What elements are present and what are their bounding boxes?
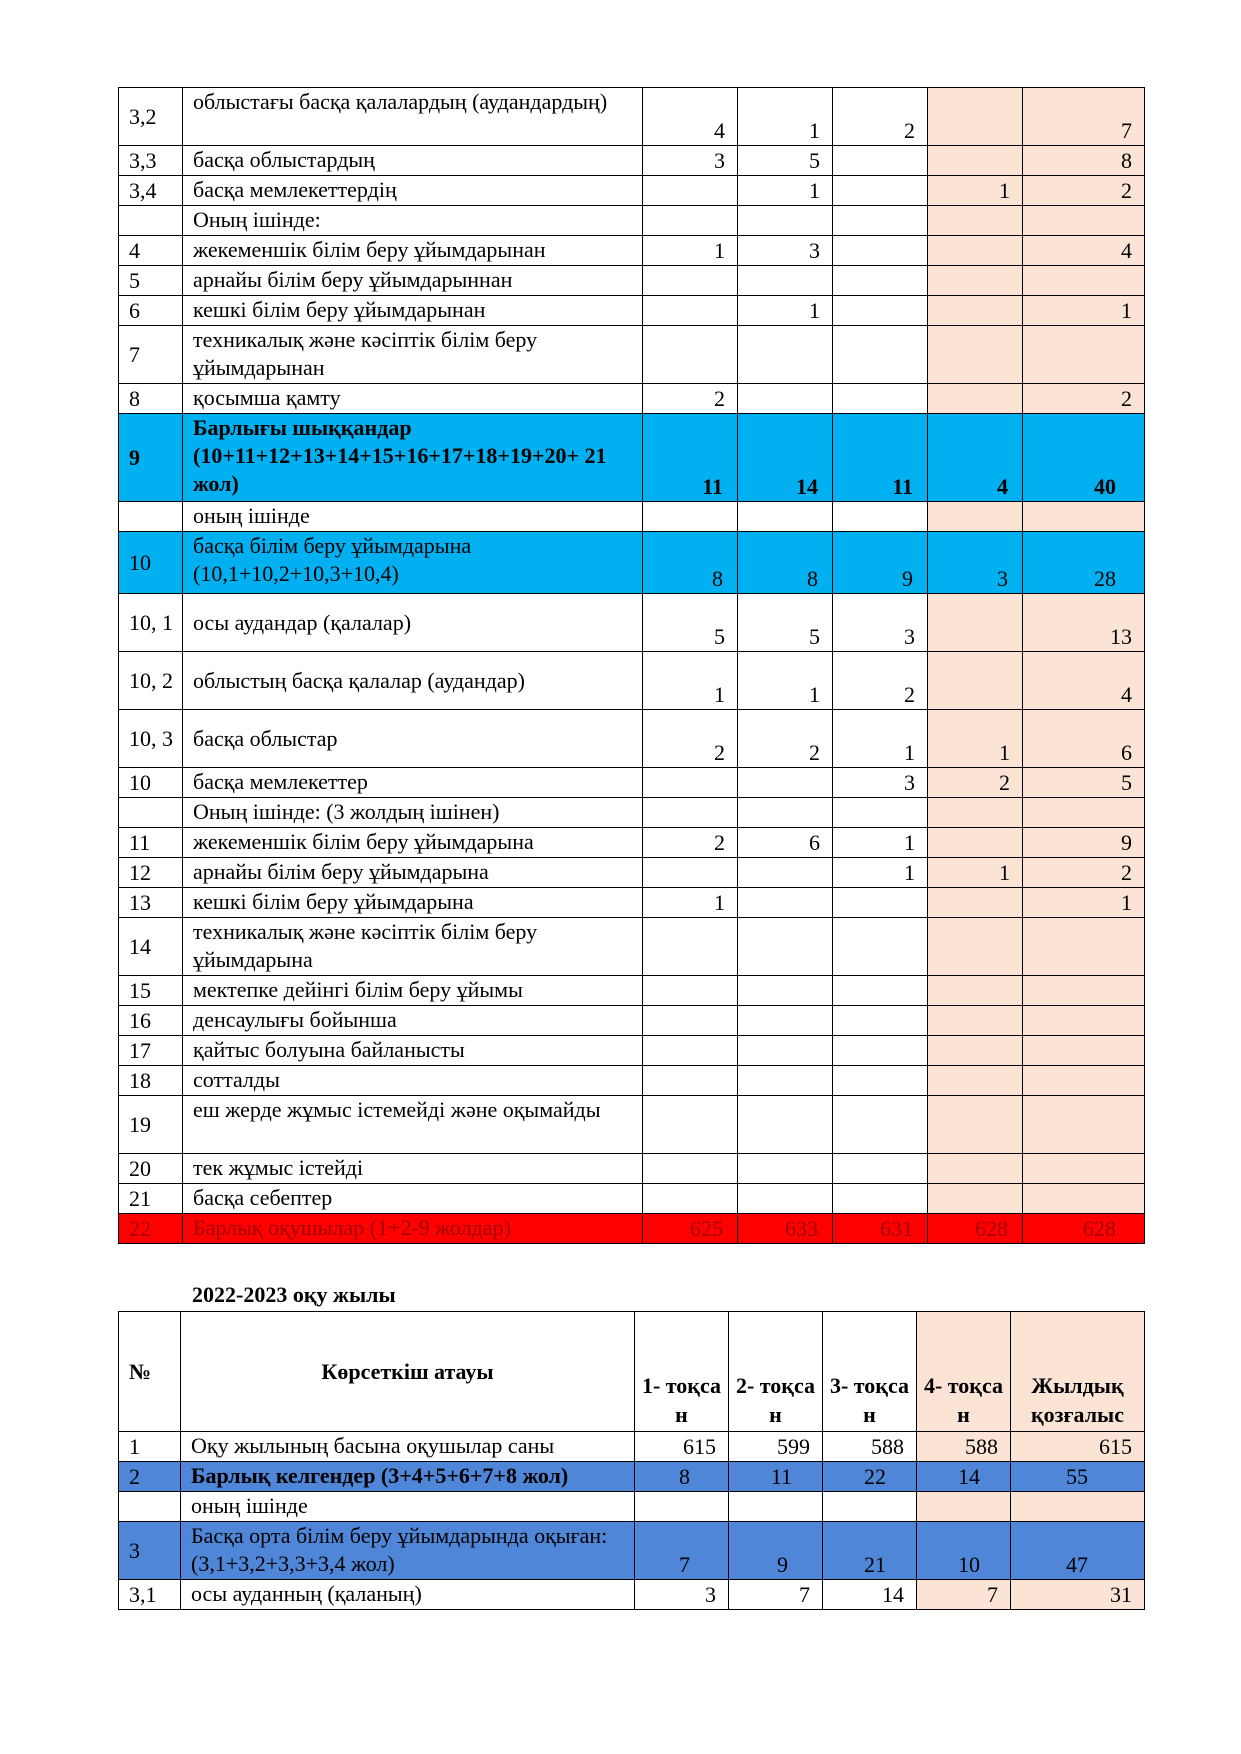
row-label: кешкі білім беру ұйымдарына bbox=[183, 888, 643, 918]
row-label: Барлығы шыққандар (10+11+12+13+14+15+16+17+18+19+20+ 21 жол) bbox=[183, 414, 643, 502]
table-row bbox=[119, 1580, 1145, 1610]
cell-year bbox=[1023, 1096, 1145, 1154]
cell-year: 2 bbox=[1023, 858, 1145, 888]
cell-year bbox=[1023, 798, 1145, 828]
cell-year bbox=[1023, 1154, 1145, 1184]
cell-q2 bbox=[738, 1066, 833, 1096]
row-number: 10 bbox=[119, 768, 183, 798]
cell-q1: 625 bbox=[643, 1214, 738, 1244]
table-row bbox=[119, 146, 1145, 176]
table-row bbox=[119, 296, 1145, 326]
table-row bbox=[119, 176, 1145, 206]
cell-q1: 615 bbox=[635, 1432, 729, 1462]
cell-q2 bbox=[738, 266, 833, 296]
table-row bbox=[119, 888, 1145, 918]
cell-q1: 4 bbox=[643, 88, 738, 146]
table-row bbox=[119, 236, 1145, 266]
cell-q1 bbox=[643, 326, 738, 384]
table-row bbox=[119, 326, 1145, 384]
cell-year: 31 bbox=[1011, 1580, 1145, 1610]
table-row bbox=[119, 1492, 1145, 1522]
cell-year bbox=[1023, 1066, 1145, 1096]
row-label: Оның ішінде: (3 жолдың ішінен) bbox=[183, 798, 643, 828]
row-label: басқа себептер bbox=[183, 1184, 643, 1214]
cell-q2: 8 bbox=[738, 532, 833, 594]
row-label: облыстың басқа қалалар (аудандар) bbox=[183, 652, 643, 710]
row-label: оның ішінде bbox=[181, 1492, 635, 1522]
cell-year bbox=[1023, 1036, 1145, 1066]
cell-year: 55 bbox=[1011, 1462, 1145, 1492]
cell-q3 bbox=[833, 296, 928, 326]
cell-q2: 5 bbox=[738, 146, 833, 176]
row-label: басқа облыстар bbox=[183, 710, 643, 768]
row-label: тек жұмыс істейді bbox=[183, 1154, 643, 1184]
row-number: 5 bbox=[119, 266, 183, 296]
cell-year: 628 bbox=[1023, 1214, 1145, 1244]
cell-q2 bbox=[738, 384, 833, 414]
cell-q1: 7 bbox=[635, 1522, 729, 1580]
cell-q1 bbox=[643, 858, 738, 888]
row-label: басқа облыстардың bbox=[183, 146, 643, 176]
row-label: осы ауданның (қаланың) bbox=[181, 1580, 635, 1610]
cell-year bbox=[1023, 206, 1145, 236]
row-number: 21 bbox=[119, 1184, 183, 1214]
cell-q1: 2 bbox=[643, 710, 738, 768]
cell-q4: 4 bbox=[928, 414, 1023, 502]
cell-year: 4 bbox=[1023, 652, 1145, 710]
cell-q1 bbox=[643, 1036, 738, 1066]
cell-q2 bbox=[738, 1154, 833, 1184]
cell-q3 bbox=[833, 976, 928, 1006]
cell-q2: 2 bbox=[738, 710, 833, 768]
table-header-row bbox=[119, 1312, 1145, 1432]
row-number: 6 bbox=[119, 296, 183, 326]
cell-year: 9 bbox=[1023, 828, 1145, 858]
row-label: қосымша қамту bbox=[183, 384, 643, 414]
cell-year bbox=[1023, 976, 1145, 1006]
table-row bbox=[119, 502, 1145, 532]
table-row bbox=[119, 858, 1145, 888]
row-number bbox=[119, 798, 183, 828]
table-row bbox=[119, 1066, 1145, 1096]
cell-year: 615 bbox=[1011, 1432, 1145, 1462]
cell-year: 47 bbox=[1011, 1522, 1145, 1580]
cell-year: 28 bbox=[1023, 532, 1145, 594]
cell-q2: 11 bbox=[729, 1462, 823, 1492]
cell-q2: 633 bbox=[738, 1214, 833, 1244]
cell-q2: 599 bbox=[729, 1432, 823, 1462]
cell-q2 bbox=[738, 768, 833, 798]
row-number: 16 bbox=[119, 1006, 183, 1036]
row-label: Барлық оқушылар (1+2-9 жолдар) bbox=[183, 1214, 643, 1244]
row-label: осы аудандар (қалалар) bbox=[183, 594, 643, 652]
cell-q1 bbox=[635, 1492, 729, 1522]
cell-q4 bbox=[928, 236, 1023, 266]
row-number: 2 bbox=[119, 1462, 181, 1492]
table-row bbox=[119, 1036, 1145, 1066]
row-number: 3 bbox=[119, 1522, 181, 1580]
cell-q1 bbox=[643, 1066, 738, 1096]
cell-q3 bbox=[833, 1006, 928, 1036]
cell-q1 bbox=[643, 976, 738, 1006]
cell-q4 bbox=[928, 88, 1023, 146]
cell-q4 bbox=[928, 594, 1023, 652]
row-number bbox=[119, 502, 183, 532]
cell-q4: 628 bbox=[928, 1214, 1023, 1244]
cell-q1: 2 bbox=[643, 828, 738, 858]
cell-q1 bbox=[643, 1096, 738, 1154]
cell-q4 bbox=[928, 888, 1023, 918]
table-row bbox=[119, 594, 1145, 652]
cell-q1 bbox=[643, 918, 738, 976]
cell-q4 bbox=[928, 652, 1023, 710]
row-label: техникалық және кәсіптік білім беру ұйымдарына bbox=[183, 918, 643, 976]
cell-q2: 6 bbox=[738, 828, 833, 858]
cell-q3: 1 bbox=[833, 710, 928, 768]
table-row bbox=[119, 652, 1145, 710]
cell-q3: 14 bbox=[823, 1580, 917, 1610]
table-row bbox=[119, 976, 1145, 1006]
row-number: 3,3 bbox=[119, 146, 183, 176]
cell-year: 5 bbox=[1023, 768, 1145, 798]
cell-q3 bbox=[833, 206, 928, 236]
table-row bbox=[119, 710, 1145, 768]
cell-q2 bbox=[738, 858, 833, 888]
header-quarter-1: 1- тоқса н bbox=[635, 1312, 729, 1432]
cell-q3 bbox=[833, 146, 928, 176]
cell-q3 bbox=[833, 236, 928, 266]
cell-q4: 1 bbox=[928, 176, 1023, 206]
cell-q1: 2 bbox=[643, 384, 738, 414]
cell-q1: 11 bbox=[643, 414, 738, 502]
row-number: 18 bbox=[119, 1066, 183, 1096]
cell-q3: 3 bbox=[833, 768, 928, 798]
cell-q2: 1 bbox=[738, 652, 833, 710]
cell-q4: 3 bbox=[928, 532, 1023, 594]
cell-q3 bbox=[833, 326, 928, 384]
cell-year: 7 bbox=[1023, 88, 1145, 146]
table-row bbox=[119, 1184, 1145, 1214]
table-continuation-body bbox=[119, 88, 1145, 1244]
header-quarter-2: 2- тоқса н bbox=[729, 1312, 823, 1432]
cell-year: 40 bbox=[1023, 414, 1145, 502]
cell-q4 bbox=[928, 326, 1023, 384]
table-row bbox=[119, 206, 1145, 236]
row-label: сотталды bbox=[183, 1066, 643, 1096]
cell-q1 bbox=[643, 768, 738, 798]
cell-q2 bbox=[729, 1492, 823, 1522]
cell-q1: 1 bbox=[643, 888, 738, 918]
row-number: 20 bbox=[119, 1154, 183, 1184]
header-indicator-name: Көрсеткіш атауы bbox=[181, 1312, 635, 1432]
cell-q1 bbox=[643, 1184, 738, 1214]
row-label: жекеменшік білім беру ұйымдарынан bbox=[183, 236, 643, 266]
cell-q4 bbox=[928, 1066, 1023, 1096]
row-label: денсаулығы бойынша bbox=[183, 1006, 643, 1036]
cell-year: 1 bbox=[1023, 296, 1145, 326]
cell-year: 2 bbox=[1023, 384, 1145, 414]
cell-q3 bbox=[833, 888, 928, 918]
cell-q1: 8 bbox=[635, 1462, 729, 1492]
cell-q2 bbox=[738, 1006, 833, 1036]
cell-year bbox=[1023, 502, 1145, 532]
cell-q4 bbox=[928, 828, 1023, 858]
row-number bbox=[119, 206, 183, 236]
cell-q3 bbox=[833, 176, 928, 206]
row-label: Барлық келгендер (3+4+5+6+7+8 жол) bbox=[181, 1462, 635, 1492]
row-label: арнайы білім беру ұйымдарына bbox=[183, 858, 643, 888]
row-number: 3,4 bbox=[119, 176, 183, 206]
section-caption: 2022-2023 оқу жылы bbox=[192, 1282, 396, 1307]
cell-q4 bbox=[928, 146, 1023, 176]
row-number: 17 bbox=[119, 1036, 183, 1066]
row-number: 10, 1 bbox=[119, 594, 183, 652]
row-number: 13 bbox=[119, 888, 183, 918]
table-row bbox=[119, 918, 1145, 976]
table-row-total-students bbox=[119, 1214, 1145, 1244]
cell-q3 bbox=[833, 1036, 928, 1066]
cell-year bbox=[1023, 1006, 1145, 1036]
cell-q2: 3 bbox=[738, 236, 833, 266]
cell-q3: 2 bbox=[833, 88, 928, 146]
cell-q3: 3 bbox=[833, 594, 928, 652]
cell-q3 bbox=[833, 384, 928, 414]
cell-q4 bbox=[928, 1036, 1023, 1066]
cell-q3 bbox=[833, 1184, 928, 1214]
table-row bbox=[119, 384, 1145, 414]
row-number: 19 bbox=[119, 1096, 183, 1154]
row-number: 10, 3 bbox=[119, 710, 183, 768]
header-quarter-4: 4- тоқса н bbox=[917, 1312, 1011, 1432]
row-label: Оның ішінде: bbox=[183, 206, 643, 236]
cell-q2 bbox=[738, 918, 833, 976]
table-row bbox=[119, 768, 1145, 798]
table-row bbox=[119, 266, 1145, 296]
table-2022-2023 bbox=[118, 1311, 1145, 1610]
cell-q4: 10 bbox=[917, 1522, 1011, 1580]
row-label: облыстағы басқа қалалардың (аудандардың) bbox=[183, 88, 643, 146]
cell-year: 1 bbox=[1023, 888, 1145, 918]
table-continuation bbox=[118, 87, 1145, 1244]
row-label: жекеменшік білім беру ұйымдарына bbox=[183, 828, 643, 858]
cell-q4 bbox=[928, 384, 1023, 414]
cell-q3 bbox=[833, 1154, 928, 1184]
cell-q1: 3 bbox=[635, 1580, 729, 1610]
cell-q4: 2 bbox=[928, 768, 1023, 798]
cell-q2 bbox=[738, 798, 833, 828]
cell-q2 bbox=[738, 1184, 833, 1214]
cell-q1: 3 bbox=[643, 146, 738, 176]
row-number: 15 bbox=[119, 976, 183, 1006]
cell-q2 bbox=[738, 1096, 833, 1154]
cell-q4 bbox=[928, 1096, 1023, 1154]
table-row bbox=[119, 798, 1145, 828]
row-number bbox=[119, 1492, 181, 1522]
cell-q4 bbox=[928, 296, 1023, 326]
cell-q3: 22 bbox=[823, 1462, 917, 1492]
cell-year: 2 bbox=[1023, 176, 1145, 206]
cell-q1 bbox=[643, 1006, 738, 1036]
row-label: басқа білім беру ұйымдарына (10,1+10,2+10,3+10,4) bbox=[183, 532, 643, 594]
cell-year bbox=[1023, 1184, 1145, 1214]
cell-q2: 1 bbox=[738, 296, 833, 326]
header-number: № bbox=[119, 1312, 181, 1432]
row-label: Басқа орта білім беру ұйымдарында оқыған: (3,1+3,2+3,3+3,4 жол) bbox=[181, 1522, 635, 1580]
cell-year: 8 bbox=[1023, 146, 1145, 176]
cell-q4 bbox=[928, 1184, 1023, 1214]
cell-q1 bbox=[643, 798, 738, 828]
cell-q4: 1 bbox=[928, 858, 1023, 888]
row-number: 1 bbox=[119, 1432, 181, 1462]
cell-year bbox=[1023, 918, 1145, 976]
cell-q1 bbox=[643, 206, 738, 236]
row-label: еш жерде жұмыс істемейді және оқымайды bbox=[183, 1096, 643, 1154]
cell-q3 bbox=[823, 1492, 917, 1522]
row-number: 3,1 bbox=[119, 1580, 181, 1610]
row-label: қайтыс болуына байланысты bbox=[183, 1036, 643, 1066]
row-number: 10, 2 bbox=[119, 652, 183, 710]
row-number: 11 bbox=[119, 828, 183, 858]
cell-q3: 1 bbox=[833, 828, 928, 858]
cell-year bbox=[1023, 326, 1145, 384]
cell-q2 bbox=[738, 1036, 833, 1066]
table-row-other-schools bbox=[119, 1522, 1145, 1580]
cell-q2 bbox=[738, 976, 833, 1006]
cell-q4 bbox=[928, 1154, 1023, 1184]
cell-year: 6 bbox=[1023, 710, 1145, 768]
table-row bbox=[119, 1154, 1145, 1184]
row-label: мектепке дейінгі білім беру ұйымы bbox=[183, 976, 643, 1006]
cell-q3 bbox=[833, 798, 928, 828]
header-quarter-3: 3- тоқса н bbox=[823, 1312, 917, 1432]
cell-q1 bbox=[643, 176, 738, 206]
cell-q1 bbox=[643, 502, 738, 532]
row-number: 14 bbox=[119, 918, 183, 976]
cell-year: 13 bbox=[1023, 594, 1145, 652]
cell-q3 bbox=[833, 1096, 928, 1154]
row-number: 22 bbox=[119, 1214, 183, 1244]
cell-q2: 14 bbox=[738, 414, 833, 502]
cell-q4 bbox=[928, 502, 1023, 532]
cell-q3 bbox=[833, 918, 928, 976]
cell-q4: 7 bbox=[917, 1580, 1011, 1610]
cell-q4 bbox=[928, 798, 1023, 828]
row-label: Оқу жылының басына оқушылар саны bbox=[181, 1432, 635, 1462]
cell-q3 bbox=[833, 1066, 928, 1096]
row-number: 10 bbox=[119, 532, 183, 594]
cell-q4 bbox=[928, 918, 1023, 976]
cell-q1: 5 bbox=[643, 594, 738, 652]
cell-q4: 588 bbox=[917, 1432, 1011, 1462]
table-row bbox=[119, 1006, 1145, 1036]
table-row bbox=[119, 1096, 1145, 1154]
cell-q3: 9 bbox=[833, 532, 928, 594]
cell-q3 bbox=[833, 502, 928, 532]
cell-q2 bbox=[738, 206, 833, 236]
row-label: оның ішінде bbox=[183, 502, 643, 532]
row-number: 8 bbox=[119, 384, 183, 414]
cell-q2 bbox=[738, 502, 833, 532]
cell-q3: 21 bbox=[823, 1522, 917, 1580]
cell-q4 bbox=[928, 1006, 1023, 1036]
header-annual-movement: Жылдық қозғалыс bbox=[1011, 1312, 1145, 1432]
row-number: 9 bbox=[119, 414, 183, 502]
cell-q2: 1 bbox=[738, 176, 833, 206]
table-row-other-orgs bbox=[119, 532, 1145, 594]
cell-q2: 5 bbox=[738, 594, 833, 652]
cell-q1 bbox=[643, 266, 738, 296]
cell-q4: 14 bbox=[917, 1462, 1011, 1492]
row-number: 7 bbox=[119, 326, 183, 384]
cell-q4 bbox=[917, 1492, 1011, 1522]
cell-q2 bbox=[738, 326, 833, 384]
row-label: басқа мемлекеттер bbox=[183, 768, 643, 798]
cell-q1: 1 bbox=[643, 652, 738, 710]
cell-q4 bbox=[928, 976, 1023, 1006]
cell-q4 bbox=[928, 206, 1023, 236]
row-number: 3,2 bbox=[119, 88, 183, 146]
cell-year bbox=[1023, 266, 1145, 296]
cell-q4: 1 bbox=[928, 710, 1023, 768]
cell-q2: 7 bbox=[729, 1580, 823, 1610]
table-row bbox=[119, 1432, 1145, 1462]
table-row bbox=[119, 828, 1145, 858]
table-row-total-departed bbox=[119, 414, 1145, 502]
cell-q1 bbox=[643, 1154, 738, 1184]
cell-q3: 1 bbox=[833, 858, 928, 888]
cell-q3: 2 bbox=[833, 652, 928, 710]
cell-year: 4 bbox=[1023, 236, 1145, 266]
row-label: кешкі білім беру ұйымдарынан bbox=[183, 296, 643, 326]
cell-q1 bbox=[643, 296, 738, 326]
cell-q3: 11 bbox=[833, 414, 928, 502]
cell-q3: 588 bbox=[823, 1432, 917, 1462]
row-number: 12 bbox=[119, 858, 183, 888]
cell-q1: 1 bbox=[643, 236, 738, 266]
cell-q3 bbox=[833, 266, 928, 296]
cell-q2 bbox=[738, 888, 833, 918]
cell-q2: 1 bbox=[738, 88, 833, 146]
row-label: арнайы білім беру ұйымдарыннан bbox=[183, 266, 643, 296]
row-label: техникалық және кәсіптік білім беру ұйымдарынан bbox=[183, 326, 643, 384]
table-row-total-arrived bbox=[119, 1462, 1145, 1492]
row-number: 4 bbox=[119, 236, 183, 266]
cell-year bbox=[1011, 1492, 1145, 1522]
cell-q3: 631 bbox=[833, 1214, 928, 1244]
cell-q4 bbox=[928, 266, 1023, 296]
row-label: басқа мемлекеттердің bbox=[183, 176, 643, 206]
table-row bbox=[119, 88, 1145, 146]
cell-q1: 8 bbox=[643, 532, 738, 594]
cell-q2: 9 bbox=[729, 1522, 823, 1580]
